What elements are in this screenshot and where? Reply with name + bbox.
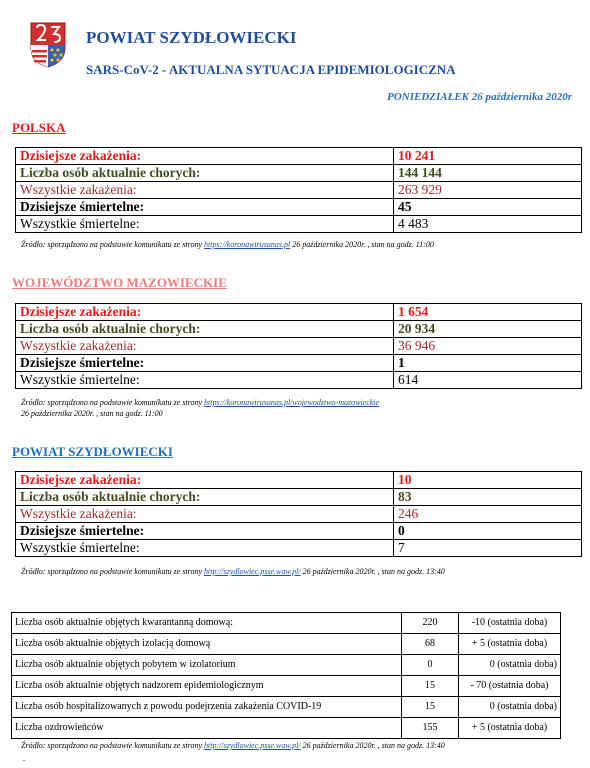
section-heading-polska: POLSKA [12,120,66,135]
row-value: 15 [402,697,459,718]
row-value: 220 [402,613,459,634]
source-prefix: Źródło: sporządzono na podstawie komunikatu ze strony [21,240,205,249]
row-label: Liczba osób hospitalizowanych z powodu podejrzenia zakażenia COVID-19 [12,697,402,718]
row-value: 7 [394,540,582,557]
source-suffix: 26 października 2020r. , stan na godz. 11:00 [290,240,434,249]
row-value: 36 946 [394,338,582,355]
row-label: Dzisiejsze zakażenia: [16,472,394,489]
table-row [16,216,582,233]
table-row [12,655,561,676]
row-label: Liczba osób aktualnie chorych: [16,165,394,182]
source-link[interactable]: http://szydlowiec.psse.waw.pl/ [204,741,301,750]
table-row [16,472,582,489]
table-row [16,304,582,321]
row-value: 83 [394,489,582,506]
table-row [16,338,582,355]
section-heading-powiat: POWIAT SZYDŁOWIECKI [12,444,173,459]
source-prefix: Źródło: sporządzono na podstawie komunikatu ze strony [21,398,205,407]
table-row [12,634,561,655]
row-label: Liczba osób aktualnie objętych pobytem w izolatorium [12,655,402,676]
row-value: 20 934 [394,321,582,338]
row-value: 144 144 [394,165,582,182]
row-change: 0 (ostatnia doba) [459,655,561,676]
row-value: 4 483 [394,216,582,233]
row-label: Wszystkie zakażenia: [16,182,394,199]
table-row [12,613,561,634]
source-link[interactable]: https://koronawirusunas.pl/wojewodztwo-mazowieckie [204,398,380,407]
row-change: 0 (ostatnia doba) [459,697,561,718]
stats-table-powiat [15,471,582,557]
table-row [16,199,582,216]
row-value: 614 [394,372,582,389]
row-value: 15 [402,676,459,697]
page-title: POWIAT SZYDŁOWIECKI [86,28,297,47]
source-suffix: 26 października 2020r. , stan na godz. 13:40 [300,741,445,750]
row-value: 155 [402,718,459,739]
row-change: - 70 (ostatnia doba) [459,676,561,697]
stats-table-mazowieckie [15,303,582,389]
row-change: + 5 (ostatnia doba) [459,634,561,655]
table-row [16,372,582,389]
row-value: 1 [394,355,582,372]
row-label: Liczba ozdrowieńców [12,718,402,739]
row-label: Dzisiejsze zakażenia: [16,148,394,165]
table-row [16,165,582,182]
source-prefix: Źródło: sporządzono na podstawie komunikatu ze strony [21,741,205,750]
row-value: 68 [402,634,459,655]
row-value: 10 [394,472,582,489]
row-label: Liczba osób aktualnie objętych kwarantanną domową: [12,613,402,634]
table-row [16,506,582,523]
row-label: Wszystkie śmiertelne: [16,372,394,389]
table-row [16,489,582,506]
row-label: Dzisiejsze śmiertelne: [16,199,394,216]
row-value: 0 [394,523,582,540]
table-row [12,718,561,739]
report-date: PONIEDZIAŁEK 26 października 2020r [387,91,572,103]
row-label: Wszystkie zakażenia: [16,338,394,355]
table-row [16,355,582,372]
table-row [16,148,582,165]
source-prefix: Źródło: sporządzono na podstawie komunikatu ze strony [21,567,205,576]
county-crest-logo [30,22,66,68]
stats-table-polska [15,147,582,233]
source-suffix: 26 października 2020r. , stan na godz. 11:00 [21,409,163,418]
row-change: + 5 (ostatnia doba) [459,718,561,739]
row-label: Dzisiejsze zakażenia: [16,304,394,321]
row-label: Liczba osób aktualnie chorych: [16,489,394,506]
row-change: -10 (ostatnia doba) [459,613,561,634]
page-subtitle: SARS-CoV-2 - AKTUALNA SYTUACJA EPIDEMIOLOGICZNA [86,62,456,77]
table-row [16,182,582,199]
source-note-mazowieckie [21,397,501,419]
row-value: 10 241 [394,148,582,165]
row-label: Wszystkie śmiertelne: [16,540,394,557]
page-mark [23,760,25,761]
row-label: Wszystkie zakażenia: [16,506,394,523]
source-note-powiat [21,567,445,576]
source-suffix: 26 października 2020r. , stan na godz. 13:40 [300,567,445,576]
source-note-county-table [21,741,445,750]
row-label: Dzisiejsze śmiertelne: [16,355,394,372]
table-row [12,697,561,718]
source-link[interactable]: http://szydlowiec.psse.waw.pl/ [204,567,301,576]
source-link[interactable]: https://koronawirusunas.pl [204,240,291,249]
row-label: Liczba osób aktualnie objętych nadzorem epidemiologicznym [12,676,402,697]
row-label: Dzisiejsze śmiertelne: [16,523,394,540]
table-row [12,676,561,697]
row-label: Liczba osób aktualnie chorych: [16,321,394,338]
section-heading-mazowieckie: WOJEWÓDZTWO MAZOWIECKIE [12,275,227,290]
row-label: Liczba osób aktualnie objętych izolacją domową [12,634,402,655]
row-label: Wszystkie śmiertelne: [16,216,394,233]
table-row [16,321,582,338]
row-value: 0 [402,655,459,676]
row-value: 263 929 [394,182,582,199]
table-row [16,523,582,540]
source-note-polska [21,240,434,249]
row-value: 246 [394,506,582,523]
county-detail-table [11,612,561,739]
row-value: 1 654 [394,304,582,321]
table-row [16,540,582,557]
row-value: 45 [394,199,582,216]
